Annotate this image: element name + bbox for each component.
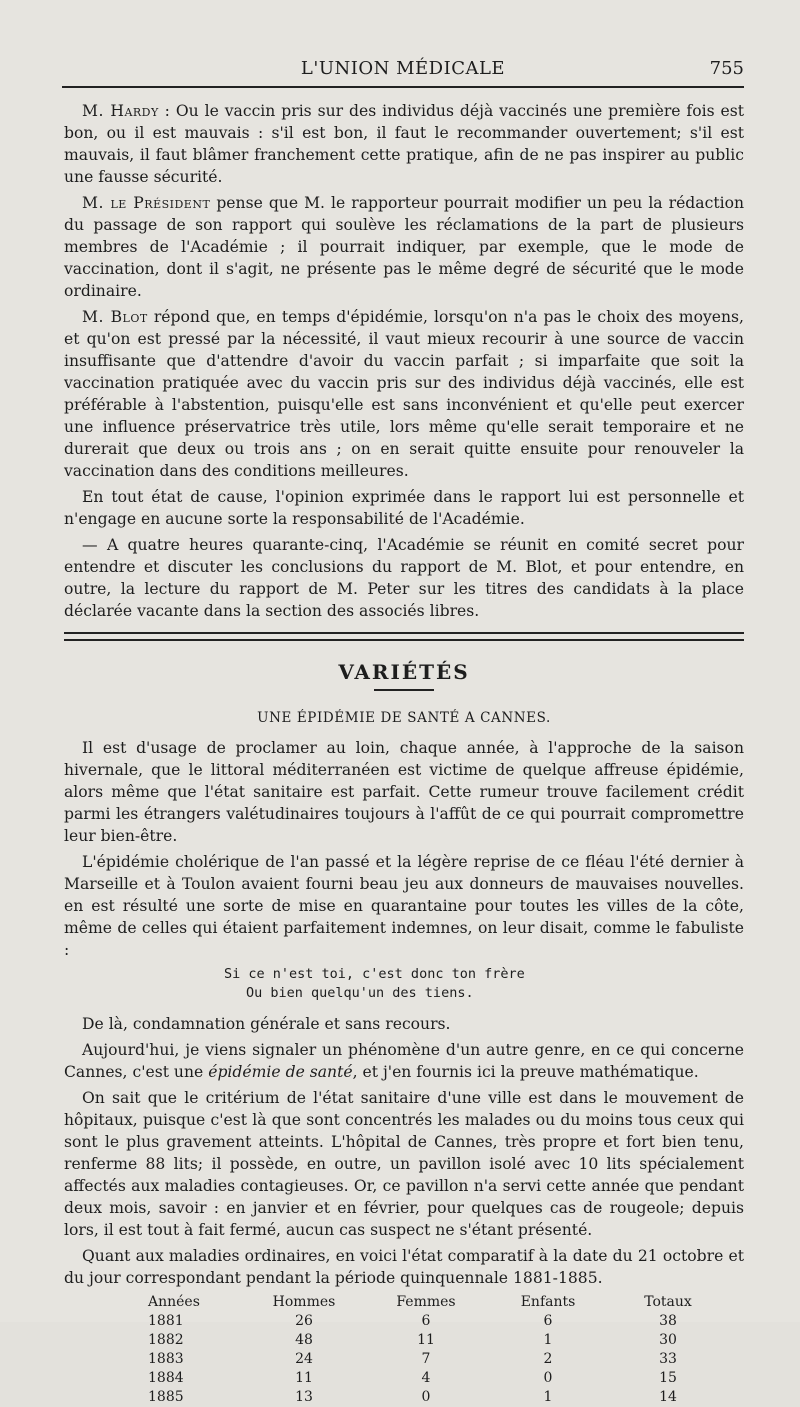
fable-quote bbox=[64, 965, 744, 1003]
header-totaux: Totaux bbox=[644, 1294, 692, 1310]
header-rule bbox=[62, 86, 744, 88]
cell-totaux: 15 bbox=[659, 1370, 677, 1386]
cell-enfants: 6 bbox=[543, 1313, 553, 1329]
paragraph-secret-committee: — A quatre heures quarante-cinq, l'Académie se réunit en comité secret pour entendre et discuter les conclusions du rapport de M. Blot, et pour entendre, en outre, la lecture du rapport de M. Peter sur les titres des candidats à la place déclarée vacante dans la section des associés libres. bbox=[64, 536, 744, 620]
cell-enfants: 1 bbox=[543, 1332, 553, 1348]
cell-femmes: 0 bbox=[421, 1389, 431, 1405]
cell-femmes: 11 bbox=[417, 1332, 435, 1348]
article-body bbox=[64, 100, 744, 1407]
health-epidemic-emphasis: épidémie de santé bbox=[208, 1063, 353, 1081]
header-enfants: Enfants bbox=[520, 1294, 576, 1310]
cell-femmes: 4 bbox=[421, 1370, 431, 1386]
table-row bbox=[148, 1369, 728, 1388]
paragraph-president-text: pense que M. le rapporteur pourrait modifier un peu la rédaction du passage de son rapport qui soulève les réclamations de la part de plusieurs membres de l'Académie ; il pourrait indiquer, par exemple, que le mode de vaccination, dont il s'agit, ne présente pas le même degré de sécurité que le mode ordinaire. bbox=[64, 194, 745, 300]
cell-year: 1885 bbox=[148, 1389, 184, 1405]
table-row bbox=[148, 1388, 728, 1407]
cell-totaux: 38 bbox=[659, 1313, 677, 1329]
speaker-hardy: M. Hardy bbox=[82, 102, 159, 120]
health-epidemic-text-a: Aujourd'hui, je viens signaler un phénomène d'un autre genre, en ce qui concerne Cannes, c'est une bbox=[64, 1041, 744, 1081]
cell-year: 1883 bbox=[148, 1351, 184, 1367]
cell-enfants: 1 bbox=[543, 1389, 553, 1405]
cell-totaux: 14 bbox=[659, 1389, 677, 1405]
cell-hommes: 48 bbox=[295, 1332, 313, 1348]
running-header bbox=[62, 58, 744, 84]
paragraph-comparison: Quant aux maladies ordinaires, en voici l'état comparatif à la date du 21 octobre et du jour correspondant pendant la période quinquennale 1881-1885. bbox=[64, 1247, 744, 1287]
article-subtitle: UNE ÉPIDÉMIE DE SANTÉ A CANNES. bbox=[257, 710, 551, 726]
cell-hommes: 24 bbox=[295, 1351, 313, 1367]
paragraph-cholera: L'épidémie cholérique de l'an passé et la légère reprise de ce fléau l'été dernier à Marseille et à Toulon avaient fourni beau jeu aux donneurs de mauvaises nouvelles. en est résulté une sorte de mise en quarantaine pour toutes les villes de la côte, même de celles qui étaient parfaitement indemnes, on leur disait, comme le fabuliste : bbox=[64, 853, 744, 959]
paragraph-condemnation: De là, condamnation générale et sans recours. bbox=[82, 1015, 451, 1033]
hospital-stats-table bbox=[148, 1293, 728, 1407]
header-hommes: Hommes bbox=[272, 1294, 336, 1310]
fable-line-1: Si ce n'est toi, c'est donc ton frère bbox=[224, 966, 525, 982]
fable-line-2: Ou bien quelqu'un des tiens. bbox=[246, 985, 474, 1001]
journal-title: L'UNION MÉDICALE bbox=[300, 58, 506, 79]
speaker-president: M. le Président bbox=[82, 194, 211, 212]
cell-hommes: 13 bbox=[295, 1389, 313, 1405]
header-femmes: Femmes bbox=[396, 1294, 456, 1310]
paragraph-blot bbox=[64, 306, 744, 482]
cell-year: 1881 bbox=[148, 1313, 184, 1329]
page-number: 755 bbox=[709, 58, 744, 79]
cell-year: 1884 bbox=[148, 1370, 184, 1386]
cell-femmes: 6 bbox=[421, 1313, 431, 1329]
table-header-row bbox=[148, 1293, 728, 1312]
table-row bbox=[148, 1350, 728, 1369]
paragraph-responsibility: En tout état de cause, l'opinion exprimée dans le rapport lui est personnelle et n'engage en aucune sorte la responsabilité de l'Académie. bbox=[64, 488, 744, 528]
section-title-rule bbox=[374, 689, 434, 691]
paragraph-hospital: On sait que le critérium de l'état sanitaire d'une ville est dans le mouvement de hôpitaux, puisque c'est là que sont concentrés les malades ou du moins tous ceux qui sont le plus gravement atteints. L'hôpital de Cannes, très propre et fort bien tenu, renferme 88 lits; il possède, en outre, un pavillon isolé avec 10 lits spécialement affectés aux maladies contagieuses. Or, ce pavillon n'a servi cette année que pendant deux mois, savoir : en janvier et en février, pour quelques cas de rougeole; depuis lors, il est tout à fait fermé, aucun cas suspect ne s'étant présenté. bbox=[64, 1089, 744, 1239]
paragraph-president bbox=[64, 192, 744, 302]
paragraph-health-epidemic bbox=[64, 1039, 744, 1083]
cell-femmes: 7 bbox=[421, 1351, 431, 1367]
header-annees: Années bbox=[148, 1294, 200, 1310]
paragraph-hardy bbox=[64, 100, 744, 188]
cell-enfants: 0 bbox=[543, 1370, 553, 1386]
cell-totaux: 30 bbox=[659, 1332, 677, 1348]
speaker-blot: M. Blot bbox=[82, 308, 148, 326]
cell-totaux: 33 bbox=[659, 1351, 677, 1367]
cell-hommes: 11 bbox=[295, 1370, 313, 1386]
paragraph-hardy-text: : Ou le vaccin pris sur des individus déjà vaccinés une première fois est bon, ou il est mauvais : s'il est bon, il faut le recommander ouvertement; s'il est mauvais, il faut blâmer franchement cette pratique, afin de ne pas inspirer au public une fausse sécurité. bbox=[64, 102, 744, 186]
section-title: VARIÉTÉS bbox=[338, 660, 470, 684]
cell-enfants: 2 bbox=[543, 1351, 553, 1367]
table-row bbox=[148, 1331, 728, 1350]
paragraph-rumor: Il est d'usage de proclamer au loin, chaque année, à l'approche de la saison hivernale, que le littoral méditerranéen est victime de quelque affreuse épidémie, alors même que l'état sanitaire est parfait. Cette rumeur trouve facilement crédit parmi les étrangers valétudinaires toujours à l'affût de ce qui pourrait compromettre leur bien-être. bbox=[64, 739, 744, 845]
paragraph-blot-text: répond que, en temps d'épidémie, lorsqu'on n'a pas le choix des moyens, et qu'on est pressé par la nécessité, il vaut mieux recourir à une source de vaccin insuffisante que d'attendre d'avoir du vaccin parfait ; si imparfaite que soit la vaccination pratiquée avec du vaccin pris sur des individus déjà vaccinés, elle est préférable à l'abstention, puisqu'elle est sans inconvénient et qu'elle peut exercer une influence préservatrice très utile, lors même qu'elle serait temporaire et ne durerait que deux ou trois ans ; on en serait quitte ensuite pour renouveler la vaccination dans des conditions meilleures. bbox=[64, 308, 744, 480]
cell-year: 1882 bbox=[148, 1332, 184, 1348]
health-epidemic-text-b: , et j'en fournis ici la preuve mathématique. bbox=[352, 1063, 699, 1081]
section-divider bbox=[64, 632, 744, 641]
cell-hommes: 26 bbox=[295, 1313, 313, 1329]
